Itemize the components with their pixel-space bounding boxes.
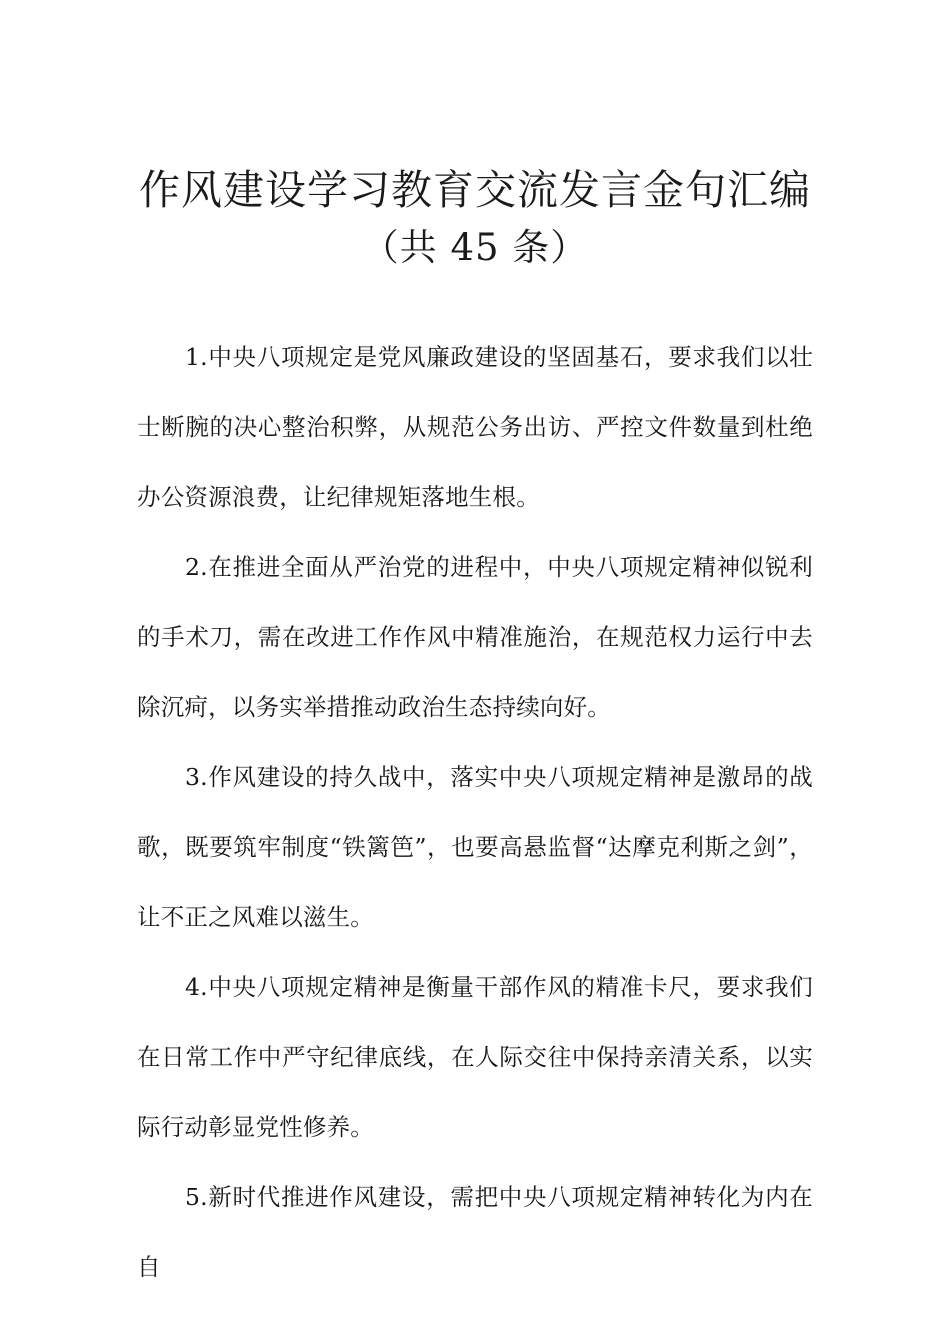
paragraph-5: 5.新时代推进作风建设，需把中央八项规定精神转化为内在自 [137, 1183, 813, 1281]
paragraph-2: 2.在推进全面从严治党的进程中，中央八项规定精神似锐利的手术刀，需在改进工作作风中精准施治，在规范权力运行中去除沉疴，以务实举措推动政治生态持续向好。 [137, 553, 813, 721]
title-block [0, 160, 950, 276]
paragraph-3: 3.作风建设的持久战中，落实中央八项规定精神是激昂的战歌，既要筑牢制度“铁篱笆”，也要高悬监督“达摩克利斯之剑”，让不正之风难以滋生。 [137, 763, 813, 931]
document-body [137, 322, 813, 1302]
paragraph-1: 1.中央八项规定是党风廉政建设的坚固基石，要求我们以壮士断腕的决心整治积弊，从规范公务出访、严控文件数量到杜绝办公资源浪费，让纪律规矩落地生根。 [137, 343, 813, 511]
page-subtitle: （共 45 条） [361, 226, 589, 269]
paragraph-4: 4.中央八项规定精神是衡量干部作风的精准卡尺，要求我们在日常工作中严守纪律底线，在人际交往中保持亲清关系，以实际行动彰显党性修养。 [137, 973, 813, 1141]
page-title: 作风建设学习教育交流发言金句汇编 [139, 166, 811, 214]
